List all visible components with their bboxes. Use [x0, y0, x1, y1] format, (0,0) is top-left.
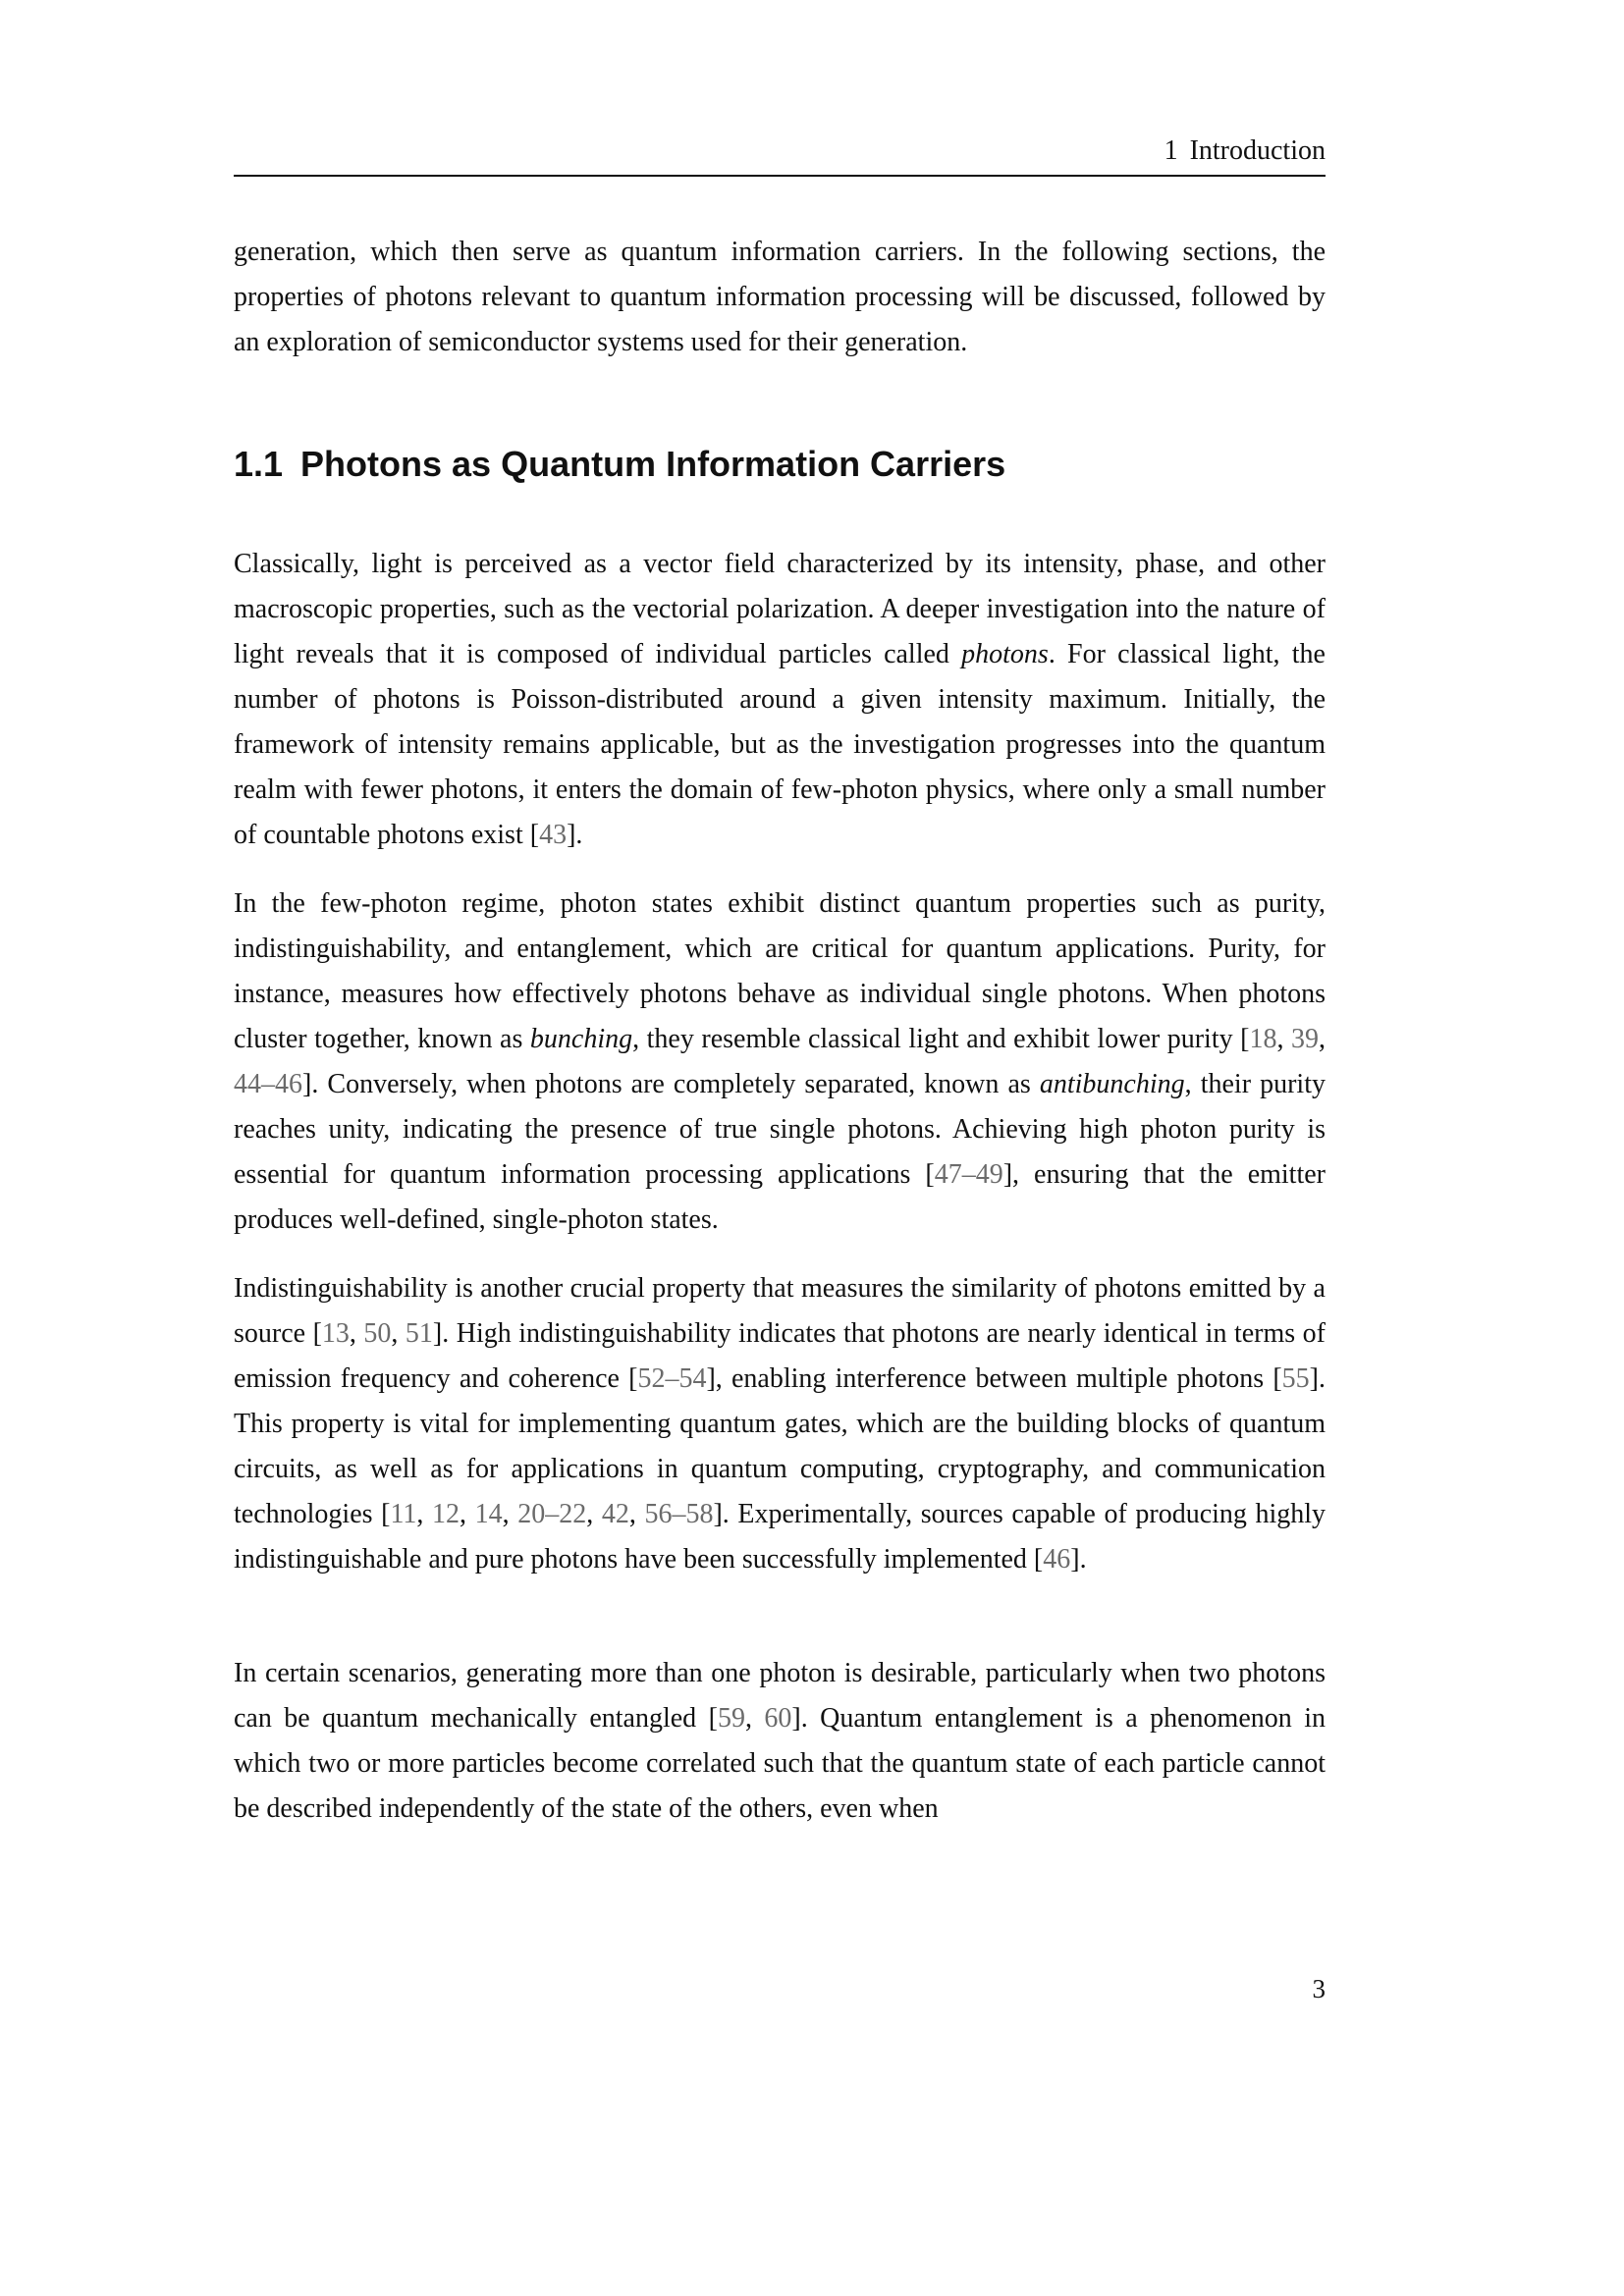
citation-link[interactable]: 59	[717, 1703, 745, 1734]
page-number: 3	[1312, 1974, 1326, 2003]
emphasis-photons: photons	[961, 639, 1049, 669]
section-heading	[234, 442, 1326, 487]
citation-link[interactable]: 52–54	[637, 1363, 707, 1394]
citation-link[interactable]: 13	[321, 1318, 350, 1349]
citation-link[interactable]: 18	[1249, 1024, 1277, 1054]
paragraph-4: In certain scenarios, generating more than one photon is desirable, particularly when two photons can be quantum mechanically entangled [59, 60]. Quantum entanglement is a phenomenon in which two or more particles become correlated such that the quantum state of each particle cannot be described independently of the state of the others, even when	[234, 1658, 1326, 1824]
chapter-number: 1	[1164, 135, 1178, 166]
header-rule	[234, 175, 1326, 177]
paragraph-2: In the few-photon regime, photon states exhibit distinct quantum properties such as purity, indistinguishability, and entanglement, which are critical for quantum applications. Purity, for instance, measures how effectively photons behave as individual single photons. When photons cluster together, known as bunching, they resemble classical light and exhibit lower purity [18, 39, 44–46]. Conversely, when photons are completely separated, known as antibunching, their purity reaches unity, indicating the presence of true single photons. Achieving high photon purity is essential for quantum information processing applications [47–49], ensuring that the emitter produces well-defined, single-photon states.	[234, 888, 1326, 1235]
citation-link[interactable]: 12	[432, 1499, 460, 1529]
citation-link[interactable]: 14	[474, 1499, 503, 1529]
citation-link[interactable]: 46	[1043, 1544, 1071, 1575]
citation-link[interactable]: 55	[1281, 1363, 1310, 1394]
citation-link[interactable]: 60	[764, 1703, 792, 1734]
citation-link[interactable]: 43	[539, 820, 568, 850]
section-number: 1.1	[234, 444, 284, 484]
citation-link[interactable]: 20–22	[517, 1499, 587, 1529]
emphasis-bunching: bunching	[529, 1024, 633, 1054]
section-title: Photons as Quantum Information Carriers	[300, 444, 1006, 484]
document-page	[234, 0, 1326, 2296]
citation-link[interactable]: 11	[390, 1499, 417, 1529]
citation-link[interactable]: 42	[601, 1499, 629, 1529]
citation-link[interactable]: 39	[1291, 1024, 1319, 1054]
citation-link[interactable]: 50	[363, 1318, 392, 1349]
citation-link[interactable]: 56–58	[644, 1499, 714, 1529]
running-header	[234, 133, 1326, 169]
paragraph-1: Classically, light is perceived as a vector field characterized by its intensity, phase, and other macroscopic properties, such as the vectorial polarization. A deeper investigation into the nature of light reveals that it is composed of individual particles called photons. For classical light, the number of photons is Poisson-distributed around a given intensity maximum. Initially, the framework of intensity remains applicable, but as the investigation progresses into the quantum realm with fewer photons, it enters the domain of few-photon physics, where only a small number of countable photons exist [43].	[234, 549, 1326, 850]
citation-link[interactable]: 44–46	[234, 1069, 302, 1099]
chapter-title: Introduction	[1189, 135, 1326, 166]
paragraph-3: Indistinguishability is another crucial property that measures the similarity of photons emitted by a source [13, 50, 51]. High indistinguishability indicates that photons are nearly identical in terms of emission frequency and coherence [52–54], enabling interference between multiple photons [55]. This property is vital for implementing quantum gates, which are the building blocks of quantum circuits, as well as for applications in quantum computing, cryptography, and communication technologies [11, 12, 14, 20–22, 42, 56–58]. Experimentally, sources capable of producing highly indistinguishable and pure photons have been successfully implemented [46].	[234, 1273, 1326, 1575]
emphasis-antibunching: antibunching	[1039, 1069, 1185, 1099]
citation-link[interactable]: 51	[405, 1318, 433, 1349]
intro-paragraph: generation, which then serve as quantum information carriers. In the following sections, the properties of photons relevant to quantum information processing will be discussed, followed by an exploration of semiconductor systems used for their generation.	[234, 237, 1326, 357]
citation-link[interactable]: 47–49	[934, 1159, 1003, 1190]
